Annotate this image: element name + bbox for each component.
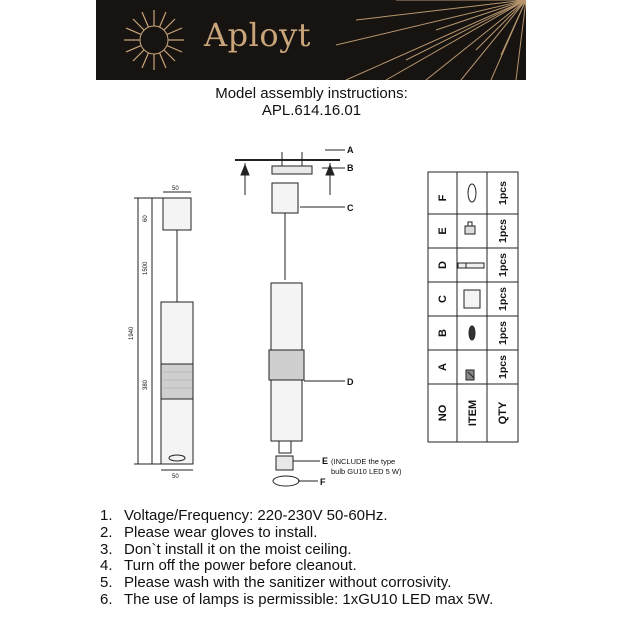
list-item: 3. Don`t install it on the moist ceiling.	[100, 540, 352, 558]
parts-table	[428, 172, 518, 442]
callout-f: F	[320, 477, 326, 487]
row-f-qty: 1pcs	[497, 181, 509, 205]
row-c-no: C	[437, 295, 449, 303]
row-f-no: F	[437, 194, 449, 202]
exploded-view-lamp	[235, 150, 345, 486]
callout-e: E	[322, 456, 329, 466]
callout-c: C	[347, 203, 354, 213]
dim-width-bottom: 50	[172, 474, 179, 480]
side-view-lamp	[134, 192, 193, 470]
dim-width-top: 50	[172, 186, 179, 192]
bulb-holder-icon	[465, 222, 475, 234]
page-title: Model assembly instructions:	[215, 85, 408, 102]
row-d-qty: 1pcs	[497, 253, 509, 277]
dim-cord-length: 1500	[143, 261, 149, 275]
list-item: 4. Turn off the power before cleanout.	[100, 557, 357, 575]
callout-b: B	[347, 163, 354, 173]
header-qty: QTY	[497, 401, 509, 425]
dim-cup-height: 60	[143, 215, 149, 222]
ring-icon	[468, 184, 476, 202]
list-item: 6. The use of lamps is permissible: 1xGU10 LED max 5W.	[100, 590, 494, 608]
cup-icon	[464, 290, 480, 308]
row-b-no: B	[437, 329, 449, 337]
list-item: 2. Please wear gloves to install.	[100, 523, 318, 541]
row-b-qty: 1pcs	[497, 321, 509, 345]
list-item: 5. Please wash with the sanitizer without corrosivity.	[100, 574, 452, 592]
rod-icon	[458, 263, 484, 268]
row-d-no: D	[437, 261, 449, 269]
row-e-qty: 1pcs	[497, 219, 509, 243]
row-c-qty: 1pcs	[497, 287, 509, 311]
row-a-no: A	[437, 363, 449, 371]
callout-e-note-1: (INCLUDE the type	[331, 457, 396, 466]
list-item: 1. Voltage/Frequency: 220-230V 50-60Hz.	[100, 507, 388, 524]
model-number: APL.614.16.01	[261, 102, 362, 119]
callout-d: D	[347, 377, 354, 387]
bracket-icon	[469, 326, 475, 340]
screw-icon	[466, 370, 474, 380]
header-no: NO	[437, 404, 449, 422]
callout-a: A	[347, 145, 354, 155]
row-a-qty: 1pcs	[497, 355, 509, 379]
dim-total-length: 1940	[129, 326, 135, 340]
row-e-no: E	[437, 227, 449, 235]
header-item: ITEM	[467, 399, 479, 427]
brand-name: Aployt	[204, 16, 312, 54]
dim-body-length: 380	[143, 379, 149, 390]
instructions-list	[100, 508, 493, 609]
callout-e-note-2: bulb GU10 LED 5 W)	[331, 467, 402, 476]
